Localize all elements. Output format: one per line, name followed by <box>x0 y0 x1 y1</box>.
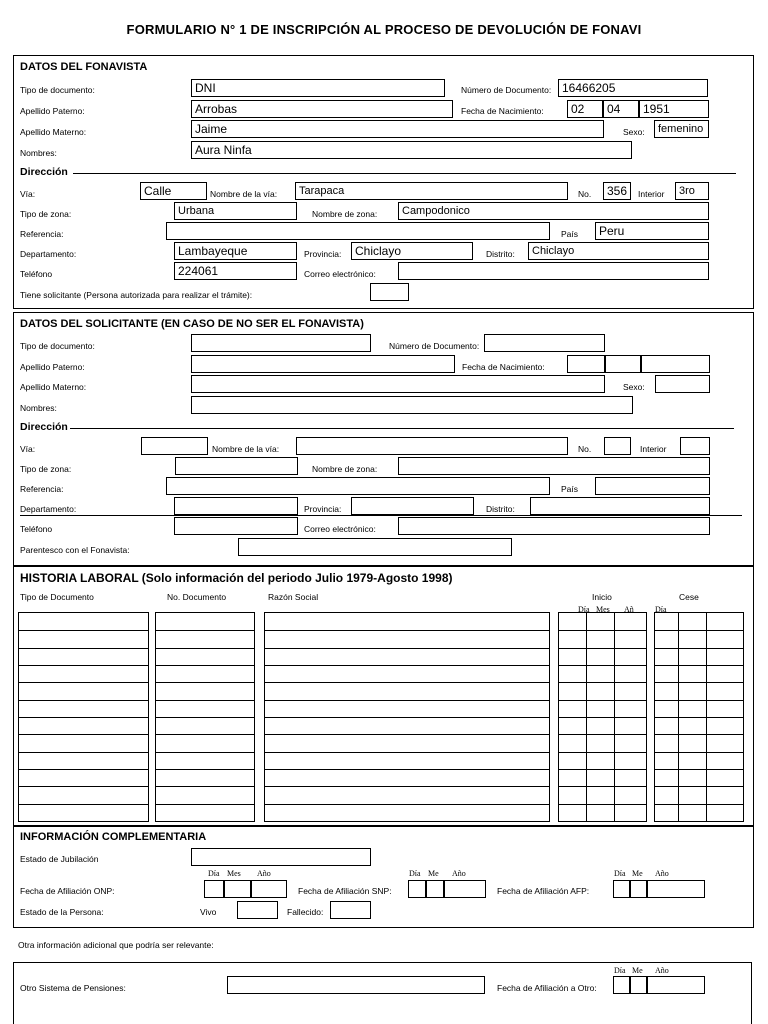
snp-label: Fecha de Afiliación SNP: <box>298 886 392 896</box>
sol-correo-field[interactable] <box>398 517 710 535</box>
col-num-doc: No. Documento <box>167 592 227 602</box>
afp-anio: Año <box>655 869 669 878</box>
inicio-anio: Añ <box>624 605 634 614</box>
table-row-line <box>265 786 549 787</box>
estado-jub-field[interactable] <box>191 848 371 866</box>
onp-mes-field[interactable] <box>224 880 251 898</box>
sol-pais-label: País <box>561 484 579 494</box>
sol-nombres-label: Nombres: <box>20 403 57 413</box>
onp-dia-field[interactable] <box>204 880 224 898</box>
table-row-line <box>265 630 549 631</box>
telefono-field[interactable]: 224061 <box>174 262 297 280</box>
sol-distrito-label: Distrito: <box>486 504 515 514</box>
cese-dia: Día <box>655 605 667 614</box>
pais-label: País <box>561 229 579 239</box>
vivo-label: Vivo <box>200 907 217 917</box>
sexo-field[interactable]: femenino <box>654 120 709 138</box>
sol-interior-field[interactable] <box>680 437 710 455</box>
sol-provincia-label: Provincia: <box>304 504 342 514</box>
interior-field[interactable]: 3ro <box>675 182 709 200</box>
sol-sexo-field[interactable] <box>655 375 710 393</box>
interior-label: Interior <box>638 189 665 199</box>
solicitante-header: DATOS DEL SOLICITANTE (EN CASO DE NO SER EL FONAVISTA) <box>20 318 364 330</box>
form-title: FORMULARIO N° 1 DE INSCRIPCIÓN AL PROCESO DE DEVOLUCIÓN DE FONAVI <box>126 22 642 37</box>
snp-dia-field[interactable] <box>408 880 426 898</box>
otro-anio: Año <box>655 966 669 975</box>
sol-departamento-label: Departamento: <box>20 504 77 514</box>
sol-parentesco-label: Parentesco con el Fonavista: <box>20 545 130 555</box>
sol-no-field[interactable] <box>604 437 631 455</box>
table-row-line <box>655 786 743 787</box>
tabla-razon-social[interactable] <box>264 612 550 822</box>
provincia-label: Provincia: <box>304 249 342 259</box>
vivo-field[interactable] <box>237 901 278 919</box>
table-row-line <box>156 630 254 631</box>
ap-paterno-label: Apellido Paterno: <box>20 106 85 116</box>
otro-dia-field[interactable] <box>613 976 630 994</box>
inicio-mes: Mes <box>596 605 610 614</box>
sol-direccion-divider <box>70 428 734 429</box>
table-row-line <box>265 734 549 735</box>
sol-nombres-field[interactable] <box>191 396 633 414</box>
distrito-field[interactable]: Chiclayo <box>528 242 709 260</box>
snp-dia: Día <box>409 869 421 878</box>
sol-referencia-label: Referencia: <box>20 484 64 494</box>
table-row-line <box>156 786 254 787</box>
fecha-otro-label: Fecha de Afiliación a Otro: <box>497 983 597 993</box>
table-row-line <box>19 769 148 770</box>
sol-referencia-field[interactable] <box>166 477 550 495</box>
table-row-line <box>19 682 148 683</box>
sol-num-doc-label: Número de Documento: <box>389 341 480 351</box>
table-row-line <box>655 682 743 683</box>
table-row-line <box>156 752 254 753</box>
table-row-line <box>655 769 743 770</box>
nac-anio-field[interactable]: 1951 <box>639 100 709 118</box>
table-row-line <box>265 648 549 649</box>
col-razon-social: Razón Social <box>268 592 319 602</box>
table-row-line <box>156 700 254 701</box>
table-row-line <box>19 665 148 666</box>
historia-header: HISTORIA LABORAL (Solo información del periodo Julio 1979-Agosto 1998) <box>20 571 453 585</box>
num-doc-label: Número de Documento: <box>461 85 552 95</box>
sol-nombre-zona-field[interactable] <box>398 457 710 475</box>
sol-nac-mes-field[interactable] <box>605 355 641 373</box>
table-row-line <box>265 700 549 701</box>
table-row-line <box>19 752 148 753</box>
sol-num-doc-field[interactable] <box>484 334 605 352</box>
sol-distrito-field[interactable] <box>530 497 710 515</box>
sexo-label: Sexo: <box>623 127 645 137</box>
table-row-line <box>265 665 549 666</box>
table-row-line <box>19 804 148 805</box>
sol-via-label: Vía: <box>20 444 36 454</box>
sol-interior-label: Interior <box>640 444 667 454</box>
table-row-line <box>19 734 148 735</box>
sol-tipo-doc-label: Tipo de documento: <box>20 341 95 351</box>
table-row-line <box>19 648 148 649</box>
otra-info-label: Otra información adicional que podría ser relevante: <box>18 940 214 950</box>
onp-mes: Mes <box>227 869 241 878</box>
table-row-line <box>265 682 549 683</box>
table-row-line <box>655 717 743 718</box>
sol-telefono-field[interactable] <box>174 517 298 535</box>
onp-anio-field[interactable] <box>251 880 287 898</box>
ap-materno-label: Apellido Materno: <box>20 127 87 137</box>
fonavista-header: DATOS DEL FONAVISTA <box>20 61 148 73</box>
otra-info-top-border <box>13 962 752 963</box>
otro-sistema-label: Otro Sistema de Pensiones: <box>20 983 126 993</box>
sol-nombre-zona-label: Nombre de zona: <box>312 464 378 474</box>
table-row-line <box>19 700 148 701</box>
otro-anio-field[interactable] <box>647 976 705 994</box>
fallecido-field[interactable] <box>330 901 371 919</box>
nombre-zona-field[interactable]: Campodonico <box>398 202 709 220</box>
table-row-line <box>559 752 646 753</box>
inicio-dia: Día <box>578 605 590 614</box>
via-label: Vía: <box>20 189 36 199</box>
sol-correo-label: Correo electrónico: <box>304 524 376 534</box>
table-row-line <box>559 630 646 631</box>
sol-nac-dia-field[interactable] <box>567 355 605 373</box>
table-row-line <box>655 648 743 649</box>
referencia-field[interactable] <box>166 222 550 240</box>
nac-dia-field[interactable]: 02 <box>567 100 603 118</box>
departamento-field[interactable]: Lambayeque <box>174 242 297 260</box>
otro-mes-field[interactable] <box>630 976 647 994</box>
sol-tipo-doc-field[interactable] <box>191 334 371 352</box>
sol-ap-paterno-field[interactable] <box>191 355 455 373</box>
sol-provincia-field[interactable] <box>351 497 474 515</box>
distrito-label: Distrito: <box>486 249 515 259</box>
sol-sexo-label: Sexo: <box>623 382 645 392</box>
sol-nac-anio-field[interactable] <box>641 355 710 373</box>
table-row-line <box>19 717 148 718</box>
otro-sistema-field[interactable] <box>227 976 485 994</box>
afp-anio-field[interactable] <box>647 880 705 898</box>
sol-row-divider <box>20 515 742 516</box>
table-row-line <box>156 648 254 649</box>
ap-paterno-field[interactable]: Arrobas <box>191 100 453 118</box>
ap-materno-field[interactable]: Jaime <box>191 120 604 138</box>
onp-dia: Día <box>208 869 220 878</box>
estado-persona-label: Estado de la Persona: <box>20 907 104 917</box>
afp-dia: Día <box>614 869 626 878</box>
nac-mes-field[interactable]: 04 <box>603 100 639 118</box>
snp-mes: Me <box>428 869 439 878</box>
tabla-num-doc[interactable] <box>155 612 255 822</box>
col-cese: Cese <box>679 592 699 602</box>
table-row-line <box>156 682 254 683</box>
col-inicio: Inicio <box>592 592 612 602</box>
table-row-line <box>559 804 646 805</box>
table-row-line <box>559 734 646 735</box>
afp-dia-field[interactable] <box>613 880 630 898</box>
table-row-line <box>655 752 743 753</box>
sol-ap-paterno-label: Apellido Paterno: <box>20 362 85 372</box>
sol-departamento-field[interactable] <box>174 497 298 515</box>
snp-anio: Año <box>452 869 466 878</box>
provincia-field[interactable]: Chiclayo <box>351 242 473 260</box>
sol-tipo-zona-label: Tipo de zona: <box>20 464 72 474</box>
table-row-line <box>559 786 646 787</box>
fallecido-label: Fallecido: <box>287 907 324 917</box>
table-row-line <box>156 734 254 735</box>
correo-label: Correo electrónico: <box>304 269 376 279</box>
snp-anio-field[interactable] <box>444 880 486 898</box>
nombre-zona-label: Nombre de zona: <box>312 209 378 219</box>
onp-anio: Año <box>257 869 271 878</box>
tiene-solicitante-field[interactable] <box>370 283 409 301</box>
sol-tipo-zona-field[interactable] <box>175 457 298 475</box>
nombre-via-label: Nombre de la vía: <box>210 189 278 199</box>
direccion-divider <box>73 173 736 174</box>
otra-info-right-border <box>751 962 752 1024</box>
table-row-line <box>655 630 743 631</box>
sol-ap-materno-field[interactable] <box>191 375 605 393</box>
sol-ap-materno-label: Apellido Materno: <box>20 382 87 392</box>
table-row-line <box>655 700 743 701</box>
table-row-line <box>559 648 646 649</box>
direccion-label: Dirección <box>20 166 68 178</box>
afp-mes: Me <box>632 869 643 878</box>
no-field[interactable]: 356 <box>603 182 631 200</box>
table-row-line <box>559 665 646 666</box>
table-row-line <box>156 665 254 666</box>
num-doc-field[interactable]: 16466205 <box>558 79 708 97</box>
sol-via-field[interactable] <box>141 437 208 455</box>
otro-mes: Me <box>632 966 643 975</box>
table-row-line <box>559 769 646 770</box>
table-row-line <box>559 717 646 718</box>
tipo-zona-field[interactable]: Urbana <box>174 202 297 220</box>
estado-jub-label: Estado de Jubilación <box>20 854 99 864</box>
tabla-tipo-doc[interactable] <box>18 612 149 822</box>
tipo-doc-label: Tipo de documento: <box>20 85 95 95</box>
nombre-via-field[interactable]: Tarapaca <box>295 182 568 200</box>
correo-field[interactable] <box>398 262 709 280</box>
fecha-nac-label: Fecha de Nacimiento: <box>461 106 544 116</box>
otro-dia: Día <box>614 966 626 975</box>
sol-direccion-label: Dirección <box>20 421 68 433</box>
table-row-line <box>156 804 254 805</box>
tabla-cese[interactable] <box>654 612 744 822</box>
tabla-inicio[interactable] <box>558 612 647 822</box>
table-row-line <box>559 682 646 683</box>
telefono-label: Teléfono <box>20 269 53 279</box>
table-row-line <box>655 734 743 735</box>
table-row-line <box>655 665 743 666</box>
pais-field[interactable]: Peru <box>595 222 709 240</box>
onp-label: Fecha de Afiliación ONP: <box>20 886 115 896</box>
table-row-line <box>265 717 549 718</box>
table-row-line <box>655 804 743 805</box>
tipo-doc-field[interactable]: DNI <box>191 79 445 97</box>
afp-mes-field[interactable] <box>630 880 647 898</box>
sol-fecha-nac-label: Fecha de Nacimiento: <box>462 362 545 372</box>
sol-telefono-label: Teléfono <box>20 524 53 534</box>
table-row-line <box>265 804 549 805</box>
sol-nombre-via-label: Nombre de la vía: <box>212 444 280 454</box>
sol-nombre-via-field[interactable] <box>296 437 568 455</box>
table-row-line <box>156 769 254 770</box>
tipo-zona-label: Tipo de zona: <box>20 209 72 219</box>
table-row-line <box>265 752 549 753</box>
table-row-line <box>265 769 549 770</box>
complementaria-header: INFORMACIÓN COMPLEMENTARIA <box>20 831 207 843</box>
table-row-line <box>156 717 254 718</box>
no-label: No. <box>578 189 592 199</box>
via-field[interactable]: Calle <box>140 182 207 200</box>
snp-mes-field[interactable] <box>426 880 444 898</box>
otra-info-left-border <box>13 962 14 1024</box>
referencia-label: Referencia: <box>20 229 64 239</box>
departamento-label: Departamento: <box>20 249 77 259</box>
sol-pais-field[interactable] <box>595 477 710 495</box>
afp-label: Fecha de Afiliación AFP: <box>497 886 590 896</box>
tiene-solicitante-label: Tiene solicitante (Persona autorizada para realizar el trámite): <box>20 290 253 300</box>
table-row-line <box>19 786 148 787</box>
sol-no-label: No. <box>578 444 592 454</box>
table-row-line <box>559 700 646 701</box>
table-row-line <box>19 630 148 631</box>
sol-parentesco-field[interactable] <box>238 538 512 556</box>
nombres-label: Nombres: <box>20 148 57 158</box>
nombres-field[interactable]: Aura Ninfa <box>191 141 632 159</box>
col-tipo-doc: Tipo de Documento <box>20 592 94 602</box>
